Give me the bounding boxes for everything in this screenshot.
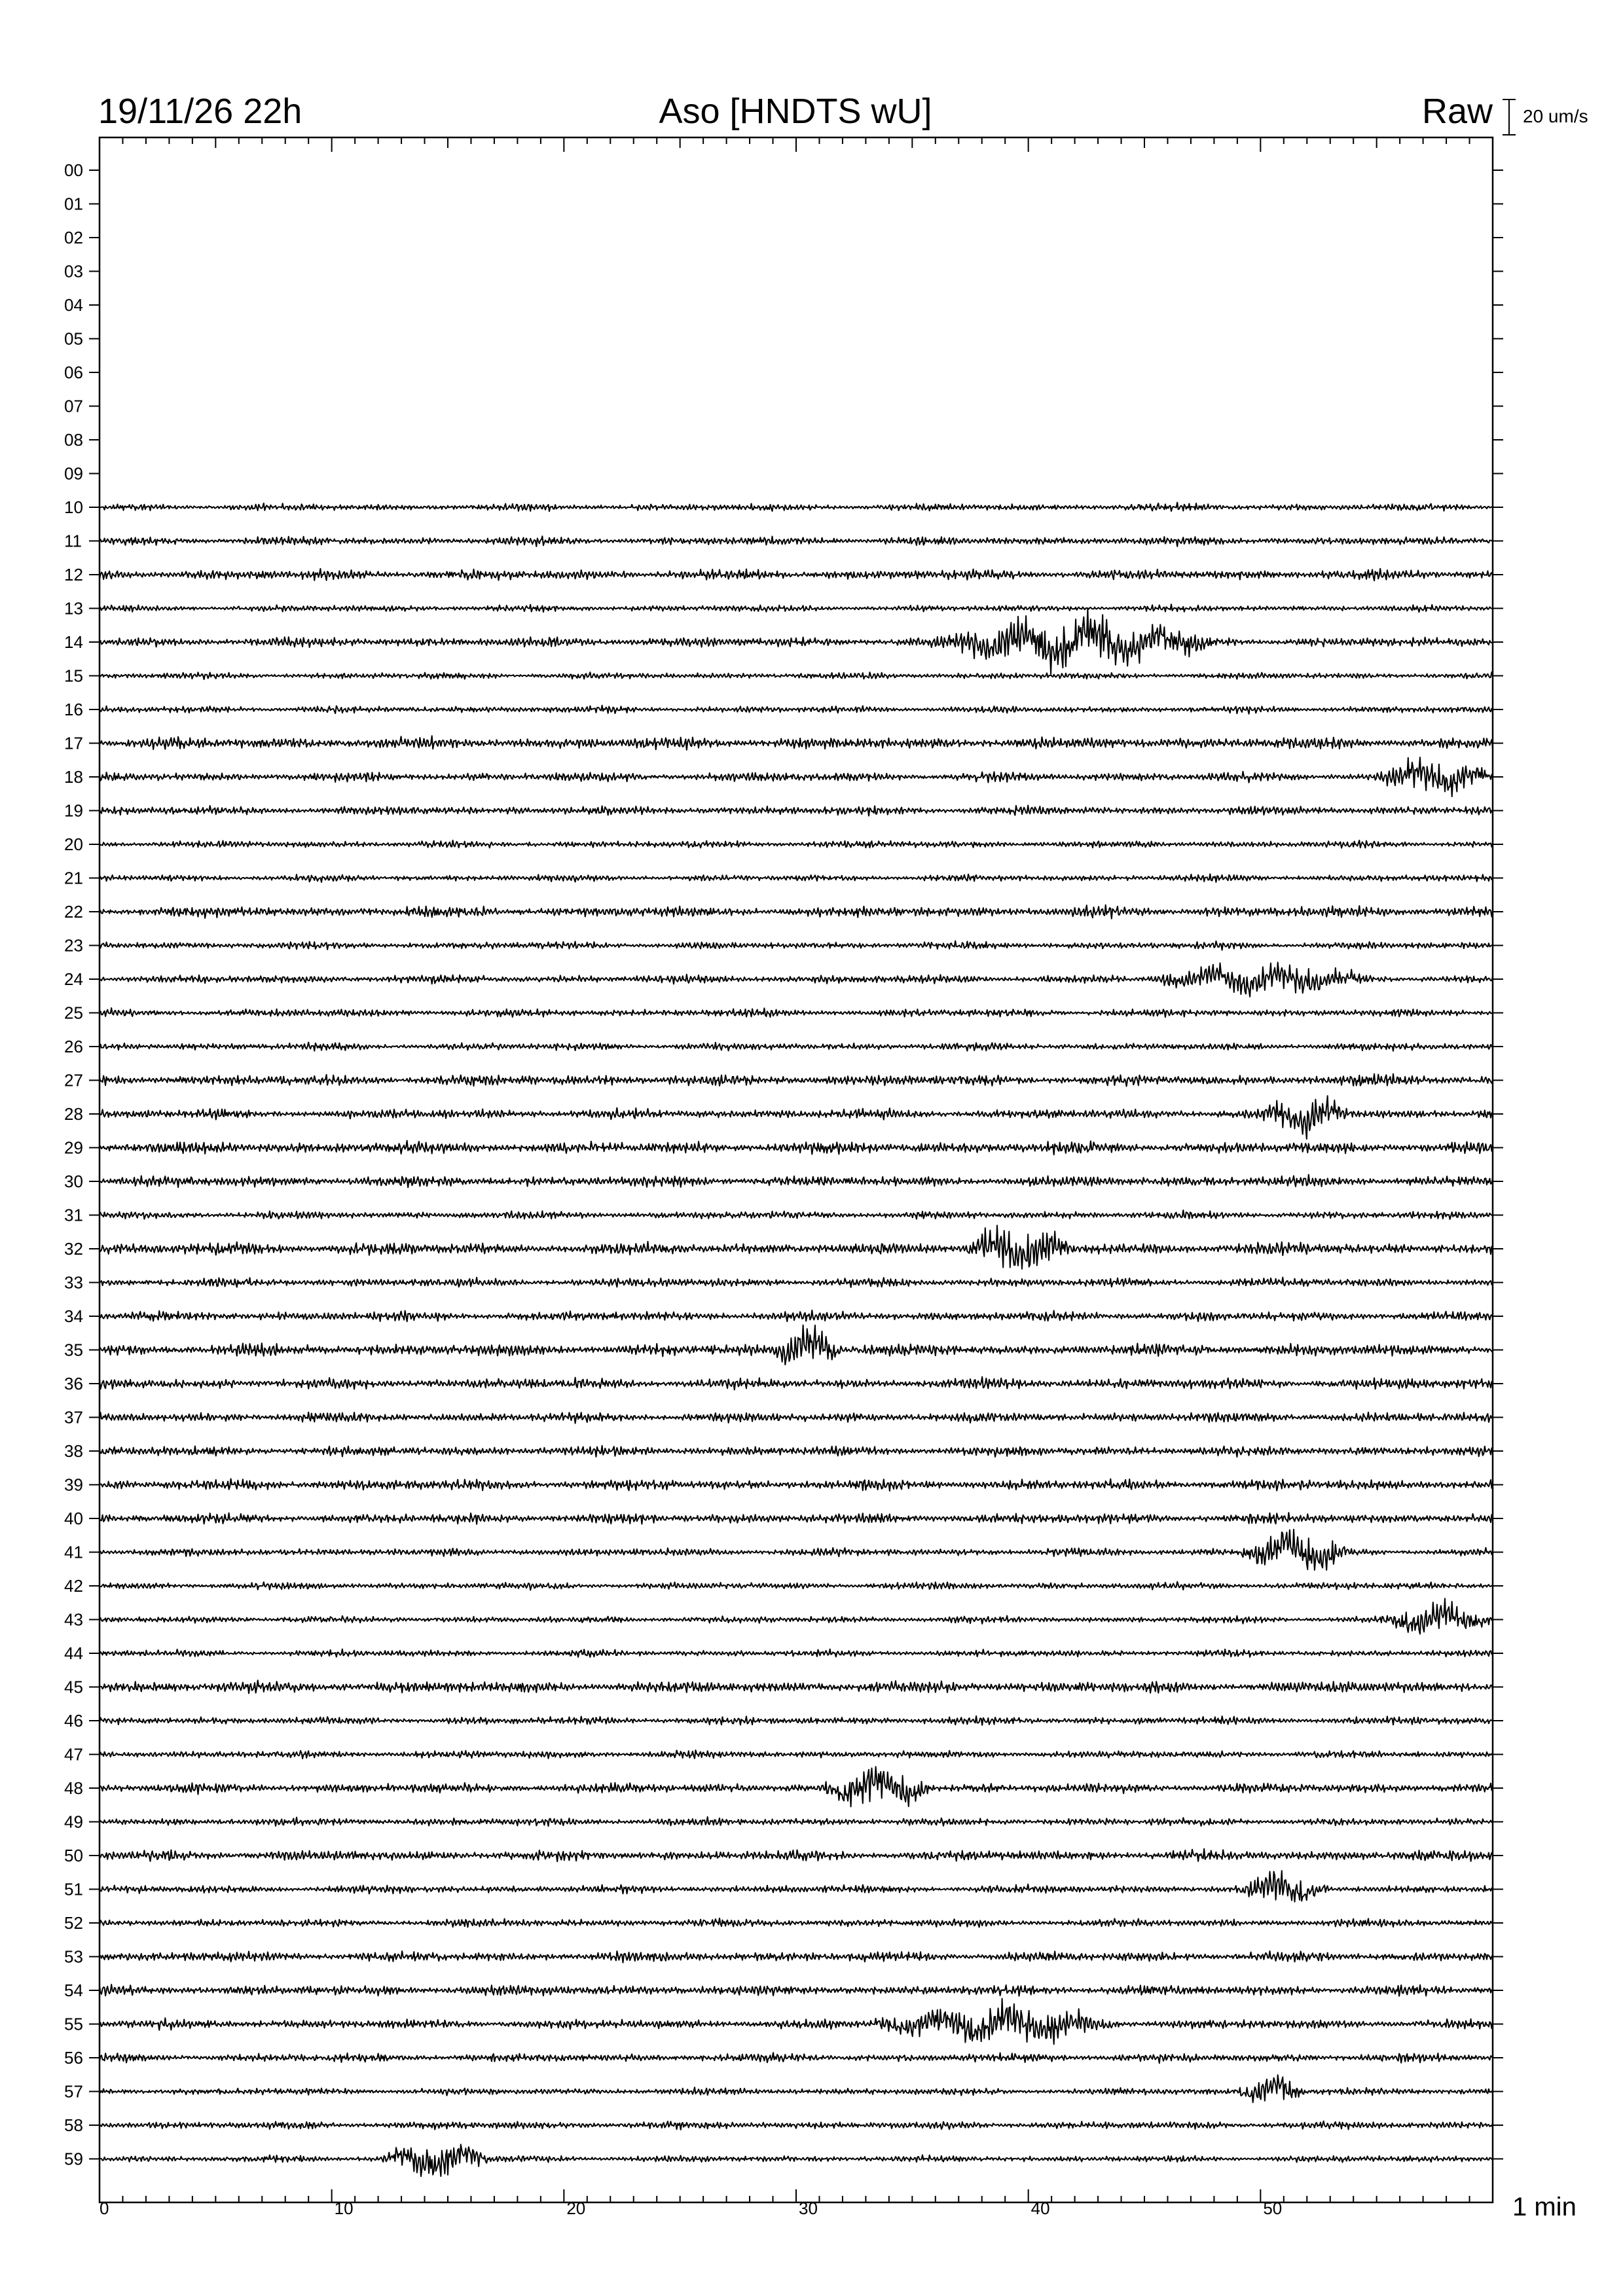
trace-minute-27 [100,1074,1493,1086]
trace-minute-41 [100,1530,1493,1570]
row-label: 39 [64,1475,83,1495]
time-tick-label: 30 [799,2198,818,2218]
time-tick-label: 0 [100,2198,109,2218]
row-label: 15 [64,666,83,686]
trace-minute-34 [100,1310,1493,1321]
trace-minute-10 [100,503,1493,512]
trace-minute-33 [100,1278,1493,1287]
row-label: 05 [64,329,83,349]
row-label: 04 [64,295,83,315]
row-label: 40 [64,1509,83,1528]
row-label: 19 [64,800,83,821]
row-label: 35 [64,1340,83,1360]
trace-minute-13 [100,604,1493,612]
trace-minute-52 [100,1918,1493,1928]
trace-minute-12 [100,569,1493,581]
row-label: 02 [64,228,83,247]
row-label: 59 [64,2149,83,2169]
row-label: 06 [64,363,83,382]
trace-minute-56 [100,2053,1493,2063]
trace-minute-11 [100,536,1493,547]
row-label: 01 [64,194,83,214]
trace-minute-23 [100,941,1493,950]
trace-minute-20 [100,840,1493,848]
trace-minute-49 [100,1817,1493,1826]
trace-minute-31 [100,1210,1493,1219]
time-axis [100,2189,1470,2218]
trace-minute-29 [100,1141,1493,1155]
row-label: 34 [64,1306,83,1326]
trace-minute-35 [100,1325,1493,1365]
trace-minute-14 [100,609,1493,674]
trace-minute-32 [100,1225,1493,1269]
row-label: 33 [64,1272,83,1293]
row-label: 50 [64,1846,83,1865]
row-label: 38 [64,1441,83,1461]
trace-minute-37 [100,1412,1493,1424]
trace-minute-46 [100,1716,1493,1725]
trace-minute-26 [100,1043,1493,1051]
row-label: 27 [64,1070,83,1090]
row-label: 09 [64,463,83,484]
trace-minute-47 [100,1750,1493,1759]
row-label: 52 [64,1913,83,1933]
row-label: 00 [64,160,83,180]
row-label: 08 [64,430,83,450]
row-label: 29 [64,1138,83,1158]
time-tick-label: 10 [334,2198,354,2218]
row-label: 57 [64,2081,83,2102]
row-label: 45 [64,1677,83,1697]
row-label: 30 [64,1172,83,1191]
trace-minute-21 [100,874,1493,882]
row-label: 26 [64,1037,83,1056]
row-label: 13 [64,598,83,619]
row-label: 25 [64,1003,83,1023]
trace-minute-40 [100,1513,1493,1524]
row-label: 07 [64,396,83,416]
row-label: 17 [64,733,83,753]
row-label: 48 [64,1778,83,1798]
row-labels [64,160,83,2169]
row-label: 42 [64,1576,83,1596]
trace-minute-51 [100,1871,1493,1902]
top-ticks [100,137,1493,152]
row-label: 10 [64,497,83,517]
row-label: 16 [64,700,83,719]
row-label: 55 [64,2014,83,2034]
row-label: 24 [64,969,83,989]
row-label: 53 [64,1946,83,1967]
trace-minute-16 [100,706,1493,714]
trace-minute-38 [100,1446,1493,1457]
edge-ticks [89,170,1503,2159]
trace-minute-57 [100,2075,1493,2102]
row-label: 18 [64,767,83,787]
trace-minute-17 [100,736,1493,750]
trace-minute-58 [100,2121,1493,2130]
row-label: 20 [64,834,83,854]
trace-minute-25 [100,1008,1493,1017]
trace-minute-39 [100,1479,1493,1491]
row-label: 36 [64,1374,83,1393]
trace-minute-19 [100,806,1493,816]
trace-minute-44 [100,1649,1493,1657]
row-label: 23 [64,935,83,956]
trace-minute-45 [100,1680,1493,1693]
trace-minute-15 [100,672,1493,679]
row-label: 46 [64,1711,83,1731]
trace-minute-43 [100,1598,1493,1634]
trace-minute-28 [100,1096,1493,1139]
row-label: 44 [64,1643,83,1663]
row-label: 22 [64,902,83,922]
row-label: 12 [64,565,83,584]
row-label: 56 [64,2048,83,2068]
row-label: 49 [64,1812,83,1832]
row-label: 51 [64,1879,83,1899]
row-label: 14 [64,632,83,652]
row-label: 54 [64,1981,83,2000]
trace-minute-42 [100,1582,1493,1590]
station-title: Aso [HNDTS wU] [659,92,932,131]
row-label: 11 [64,531,82,551]
row-label: 21 [64,868,83,888]
trace-minute-18 [100,757,1493,797]
row-label: 43 [64,1609,83,1630]
trace-minute-54 [100,1984,1493,1996]
time-tick-label: 20 [566,2198,586,2218]
datetime-label: 19/11/26 22h [98,92,302,131]
row-label: 41 [64,1542,83,1562]
row-label: 31 [64,1205,83,1225]
time-tick-label: 40 [1030,2198,1050,2218]
row-label: 28 [64,1104,83,1124]
row-label: 47 [64,1744,83,1765]
mode-label: Raw [1421,92,1493,131]
trace-minute-50 [100,1849,1493,1861]
row-label: 03 [64,261,83,281]
trace-minute-55 [100,1999,1493,2045]
trace-minute-22 [100,905,1493,919]
trace-minute-53 [100,1951,1493,1963]
row-label: 58 [64,2115,83,2135]
row-label: 37 [64,1407,83,1427]
scale-bar-label: 20 um/s [1523,106,1588,126]
row-label: 32 [64,1239,83,1259]
time-unit-label: 1 min [1512,2193,1577,2221]
scale-bar [1503,99,1588,135]
trace-minute-48 [100,1767,1493,1806]
seismic-traces [100,503,1493,2177]
trace-minute-36 [100,1377,1493,1390]
trace-minute-30 [100,1175,1493,1188]
time-tick-label: 50 [1263,2198,1283,2218]
trace-minute-59 [100,2144,1493,2176]
trace-minute-24 [100,962,1493,997]
